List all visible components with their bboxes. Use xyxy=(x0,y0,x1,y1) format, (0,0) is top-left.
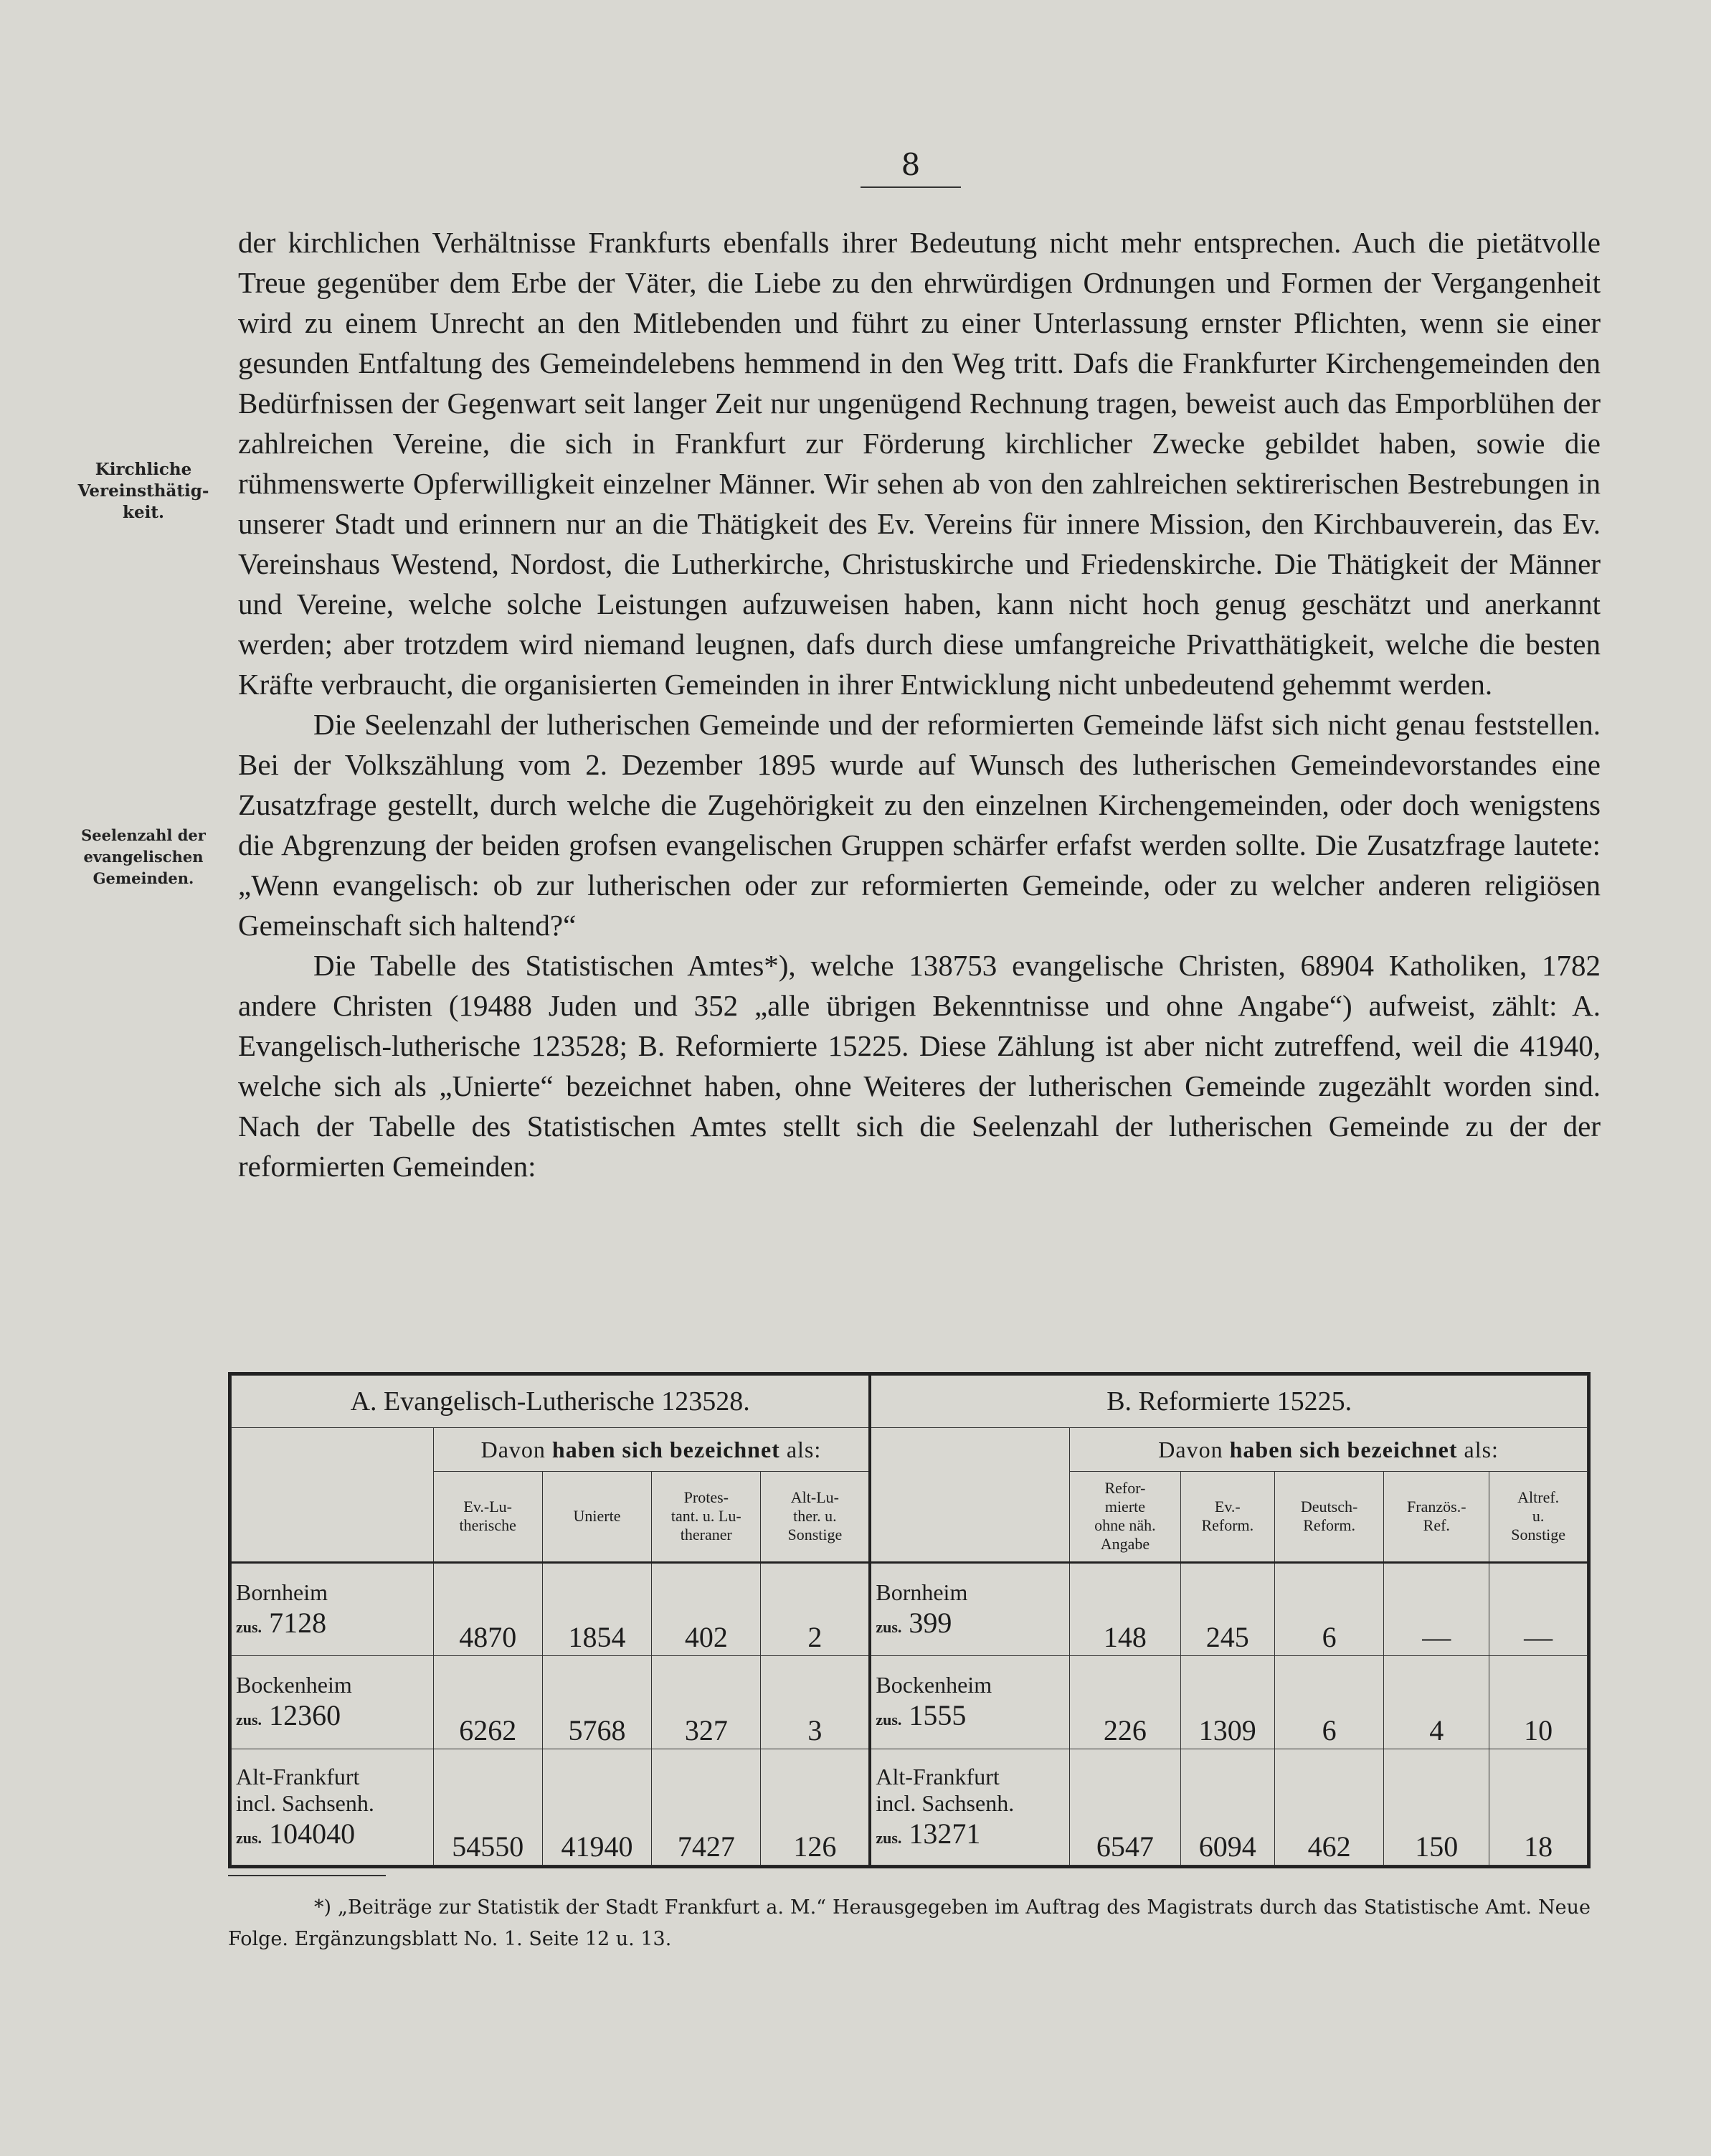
value-cell: 6 xyxy=(1274,1562,1383,1655)
column-header: Altref. u. Sonstige xyxy=(1489,1471,1588,1562)
value-cell: 148 xyxy=(1070,1562,1180,1655)
value-cell: 226 xyxy=(1070,1655,1180,1749)
place-cell xyxy=(232,1655,434,1749)
subtitle-a-bold: haben sich bezeichnet xyxy=(551,1436,780,1462)
table-title-lutherisch: A. Evangelisch-Lutherische 123528. xyxy=(232,1376,871,1428)
paragraph: Die Seelenzahl der lutherischen Gemeinde und der reformierten Gemeinde läfst sich nicht genau feststellen. Bei der Volkszählung vom 2. Dezember 1895 wurde auf Wunsch des lutherischen Gemeindevorstandes eine Zusatzfrage gestellt, durch welche die Zugehörigkeit zu den einzelnen Kirchengemeinden, oder doch wenigstens die Abgrenzung der beiden grofsen evangelischen Gruppen schärfer erfafst werden sollte. Die Zusatzfrage lautete: „Wenn evangelisch: ob zur lutherischen oder zur reformierten Gemeinde, oder zu welcher anderen religiösen Gemeinschaft sich haltend?“ xyxy=(238,708,1601,942)
place-total xyxy=(876,1606,1065,1640)
place-name: Bockenheim xyxy=(876,1672,992,1698)
value-cell: 6 xyxy=(1274,1655,1383,1749)
subtitle-b-prefix: Davon xyxy=(1158,1436,1223,1462)
column-header: Refor- mierte ohne näh. Angabe xyxy=(1070,1471,1180,1562)
marginal-note-line: Seelenzahl der xyxy=(81,826,206,844)
paragraph: Die Tabelle des Statistischen Amtes*), welche 138753 evangelische Christen, 68904 Katholiken, 1782 andere Christen (19488 Juden und 352 „alle übrigen Bekenntnisse und ohne Angabe“) aufweist, zählt: A. Evangelisch-lutherische 123528; B. Reformierte 15225. Diese Zählung ist aber nicht zutreffend, weil die 41940, welche sich als „Unierte“ bezeichnet haben, ohne Weiteres der lutherischen Gemeinde zugezählt worden sind. Nach der Tabelle des Statistischen Amtes stellt sich die Seelenzahl der lutherischen Gemeinde zu der der reformierten Gemeinden: xyxy=(238,949,1601,1183)
place-name: incl. Sachsenh. xyxy=(876,1789,1015,1816)
zus-label: zus. xyxy=(876,1828,902,1847)
corner-cell-b xyxy=(870,1428,1069,1563)
value-cell: 327 xyxy=(652,1655,761,1749)
value-cell: 41940 xyxy=(542,1749,651,1865)
zus-label: zus. xyxy=(236,1617,262,1636)
place-total xyxy=(236,1817,429,1850)
place-total xyxy=(236,1698,429,1732)
place-cell xyxy=(870,1562,1069,1655)
place-total xyxy=(236,1606,429,1640)
corner-cell-a xyxy=(232,1428,434,1563)
zus-label: zus. xyxy=(236,1711,262,1729)
marginal-note-line: Kirchliche xyxy=(95,460,192,479)
page-number: 8 xyxy=(861,147,961,188)
value-cell: 1309 xyxy=(1180,1655,1274,1749)
place-total xyxy=(876,1698,1065,1732)
total-value: 399 xyxy=(909,1606,952,1639)
place-name: Alt-Frankfurt xyxy=(876,1763,1000,1789)
total-value: 12360 xyxy=(269,1699,341,1732)
marginal-note-line: evangelischen xyxy=(83,848,204,866)
total-value: 1555 xyxy=(909,1699,967,1732)
value-cell: 6547 xyxy=(1070,1749,1180,1865)
marginal-note-line: Vereinsthätig- xyxy=(77,481,209,501)
place-cell xyxy=(232,1562,434,1655)
value-cell: 54550 xyxy=(433,1749,542,1865)
value-cell: — xyxy=(1489,1562,1588,1655)
value-cell: 5768 xyxy=(542,1655,651,1749)
value-cell: 1854 xyxy=(542,1562,651,1655)
body-text xyxy=(238,222,1601,1186)
value-cell: 4870 xyxy=(433,1562,542,1655)
marginal-note-vereinsthaetigkeit xyxy=(72,459,215,524)
place-cell xyxy=(232,1749,434,1865)
paragraph: der kirchlichen Verhältnisse Frankfurts ebenfalls ihrer Bedeutung nicht mehr entsprechen. Auch die pietätvolle Treue gegenüber dem Erbe der Väter, die Liebe zu den ehrwürdigen Ordnungen und Formen der Vergangenheit wird zu einem Unrecht an den Mitlebenden und führt zu einer Unterlassung ernster Pflichten, wenn sie einer gesunden Entfaltung des Gemeindelebens hemmend in den Weg tritt. Dafs die Frankfurter Kirchengemeinden den Bedürfnissen der Gegenwart seit langer Zeit nur ungenügend Rechnung tragen, beweist auch das Emporblühen der zahlreichen Vereine, die sich in Frankfurt zur Förderung kirchlicher Zwecke gebildet haben, sowie die rühmenswerte Opferwilligkeit einzelner Männer. Wir sehen ab von den zahlreichen sektirerischen Bestrebungen in unserer Stadt und erinnern nur an die Thätigkeit des Ev. Vereins für innere Mission, den Kirchbauverein, das Ev. Vereinshaus Westend, Nordost, die Lutherkirche, Christuskirche und Friedenskirche. Die Thätigkeit der Männer und Vereine, welche solche Leistungen aufzuweisen haben, kann nicht hoch genug geschätzt und anerkannt werden; aber trotzdem wird niemand leugnen, dafs durch diese umfangreiche Privatthätigkeit, welche die besten Kräfte verbraucht, die organisierten Gemeinden in ihrer Entwicklung nicht unbedeutend gehemmt werden. xyxy=(238,226,1601,701)
column-header: Ev.- Reform. xyxy=(1180,1471,1274,1562)
value-cell: 6094 xyxy=(1180,1749,1274,1865)
place-cell xyxy=(870,1749,1069,1865)
place-name: Bockenheim xyxy=(236,1672,352,1698)
column-header: Unierte xyxy=(542,1471,651,1562)
total-value: 7128 xyxy=(269,1606,327,1639)
zus-label: zus. xyxy=(876,1617,902,1636)
total-value: 104040 xyxy=(269,1817,356,1850)
column-header: Protes- tant. u. Lu- theraner xyxy=(652,1471,761,1562)
marginal-note-line: keit. xyxy=(123,503,164,522)
value-cell: — xyxy=(1384,1562,1489,1655)
place-name: Bornheim xyxy=(876,1579,968,1605)
value-cell: 4 xyxy=(1384,1655,1489,1749)
subtitle-a-suffix: als: xyxy=(786,1436,822,1462)
total-value: 13271 xyxy=(909,1817,981,1850)
value-cell: 18 xyxy=(1489,1749,1588,1865)
table-title-reformiert: B. Reformierte 15225. xyxy=(870,1376,1587,1428)
value-cell: 6262 xyxy=(433,1655,542,1749)
table-row xyxy=(232,1655,1588,1749)
place-name: incl. Sachsenh. xyxy=(236,1789,374,1816)
column-header: Ev.-Lu- therische xyxy=(433,1471,542,1562)
marginal-note-seelenzahl xyxy=(72,825,215,889)
place-cell xyxy=(870,1655,1069,1749)
subtitle-a-prefix: Davon xyxy=(480,1436,546,1462)
footnote-rule xyxy=(228,1875,386,1876)
footnote: *) „Beiträge zur Statistik der Stadt Frankfurt a. M.“ Herausgegeben im Auftrag des Magistrats durch das Statistische Amt. Neue Folge. Ergänzungsblatt No. 1. Seite 12 u. 13. xyxy=(228,1896,1591,1950)
subtitle-b-bold: haben sich bezeichnet xyxy=(1229,1436,1458,1462)
subtitle-a xyxy=(433,1428,870,1472)
zus-label: zus. xyxy=(876,1711,902,1729)
value-cell: 7427 xyxy=(652,1749,761,1865)
place-total xyxy=(876,1817,1065,1850)
value-cell: 3 xyxy=(761,1655,870,1749)
value-cell: 2 xyxy=(761,1562,870,1655)
place-name: Bornheim xyxy=(236,1579,328,1605)
value-cell: 126 xyxy=(761,1749,870,1865)
table-row xyxy=(232,1562,1588,1655)
subtitle-b-suffix: als: xyxy=(1464,1436,1499,1462)
statistics-table xyxy=(228,1372,1591,1868)
column-header: Alt-Lu- ther. u. Sonstige xyxy=(761,1471,870,1562)
marginal-note-line: Gemeinden. xyxy=(93,869,194,887)
place-name: Alt-Frankfurt xyxy=(236,1763,360,1789)
column-header: Französ.- Ref. xyxy=(1384,1471,1489,1562)
value-cell: 462 xyxy=(1274,1749,1383,1865)
value-cell: 402 xyxy=(652,1562,761,1655)
value-cell: 245 xyxy=(1180,1562,1274,1655)
table-row xyxy=(232,1749,1588,1865)
value-cell: 10 xyxy=(1489,1655,1588,1749)
zus-label: zus. xyxy=(236,1828,262,1847)
subtitle-b xyxy=(1070,1428,1588,1472)
value-cell: 150 xyxy=(1384,1749,1489,1865)
column-header: Deutsch- Reform. xyxy=(1274,1471,1383,1562)
